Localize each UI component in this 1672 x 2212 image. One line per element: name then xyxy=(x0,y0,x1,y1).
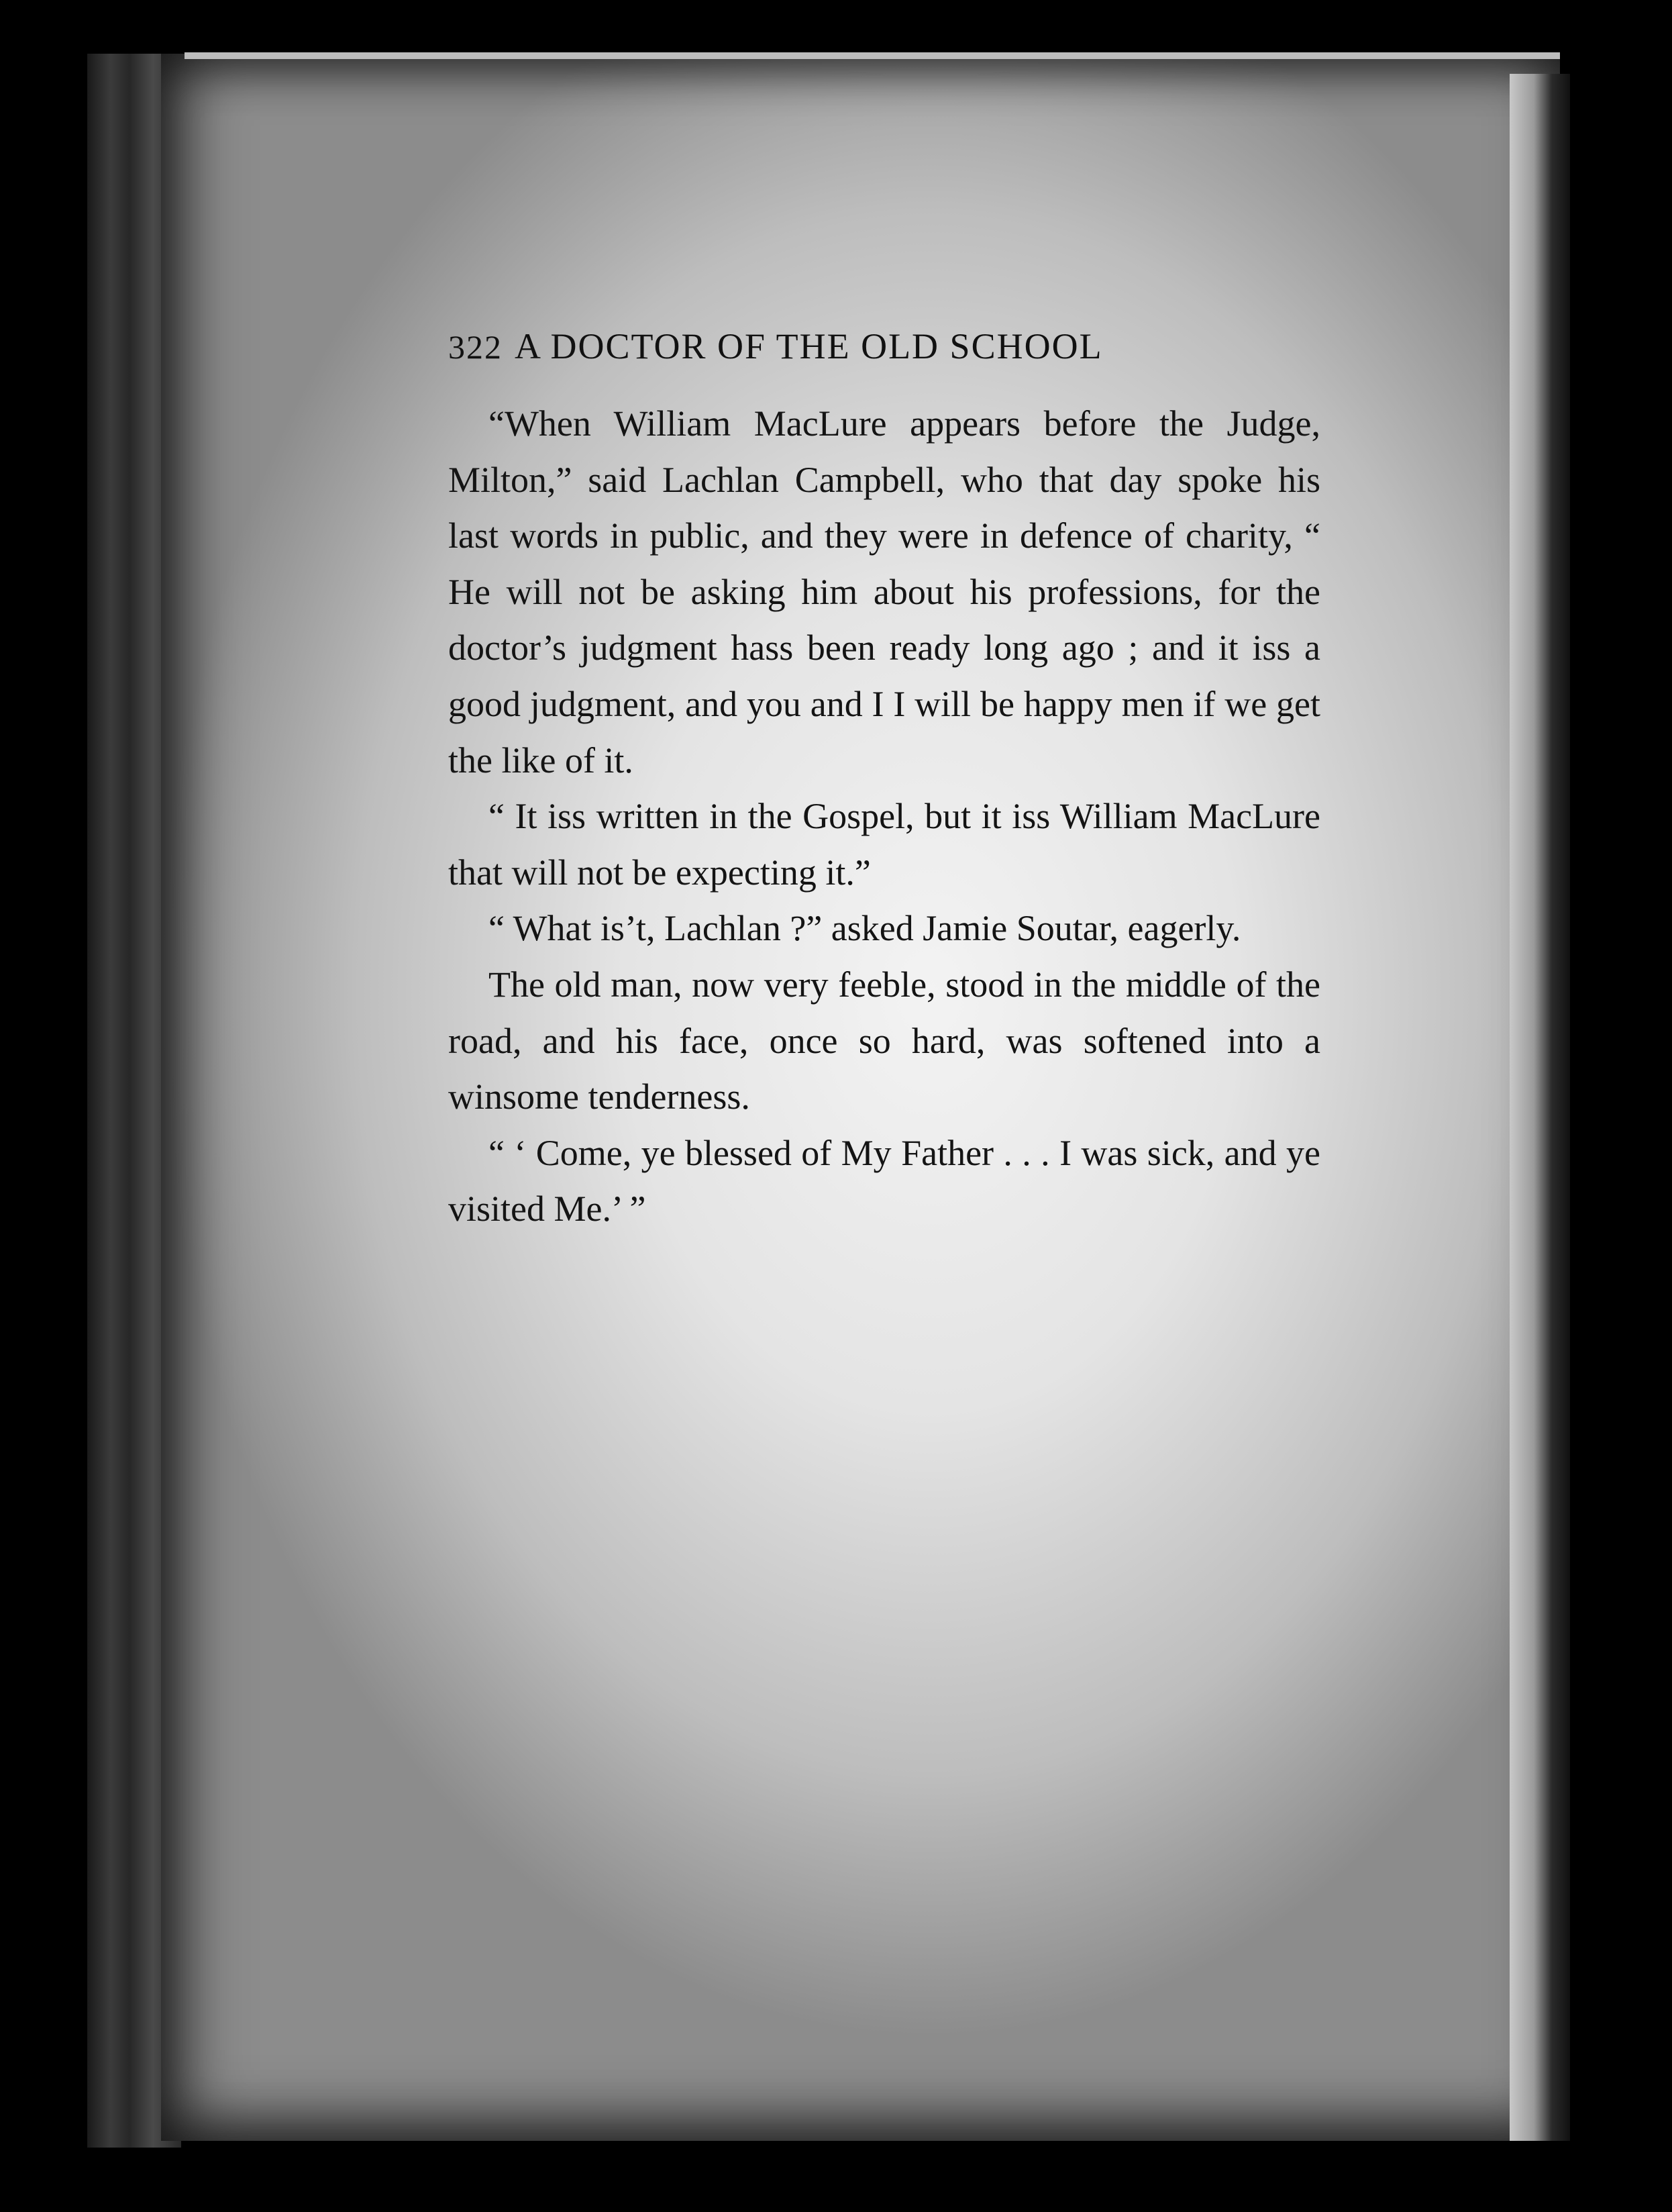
book-title: A DOCTOR OF THE OLD SCHOOL xyxy=(515,326,1103,366)
paragraph: “ ‘ Come, ye blessed of My Father . . . I was sick, and ye visited Me.’ ” xyxy=(448,1132,1320,1229)
page-top-edge xyxy=(185,52,1560,59)
running-head xyxy=(448,325,1103,367)
page-number: 322 xyxy=(448,328,503,366)
page-gutter-shadow xyxy=(1510,74,1570,2141)
paragraph: “ It iss written in the Gospel, but it iss William MacLure that will not be expecting it.” xyxy=(448,796,1320,893)
body-text xyxy=(448,396,1320,1238)
paragraph: The old man, now very feeble, stood in the middle of the road, and his face, once so hard, was softened into a winsome tenderness. xyxy=(448,964,1320,1117)
paragraph: “When William MacLure appears before the Judge, Milton,” said Lachlan Campbell, who that day spoke his last words in public, and they were in defence of charity, “ He will not be asking him about his professions, for the doctor’s judgment hass been ready long ago ; and it iss a good judgment, and you and I I will be happy men if we get the like of it. xyxy=(448,403,1320,781)
paragraph: “ What is’t, Lachlan ?” asked Jamie Soutar, eagerly. xyxy=(488,908,1241,949)
